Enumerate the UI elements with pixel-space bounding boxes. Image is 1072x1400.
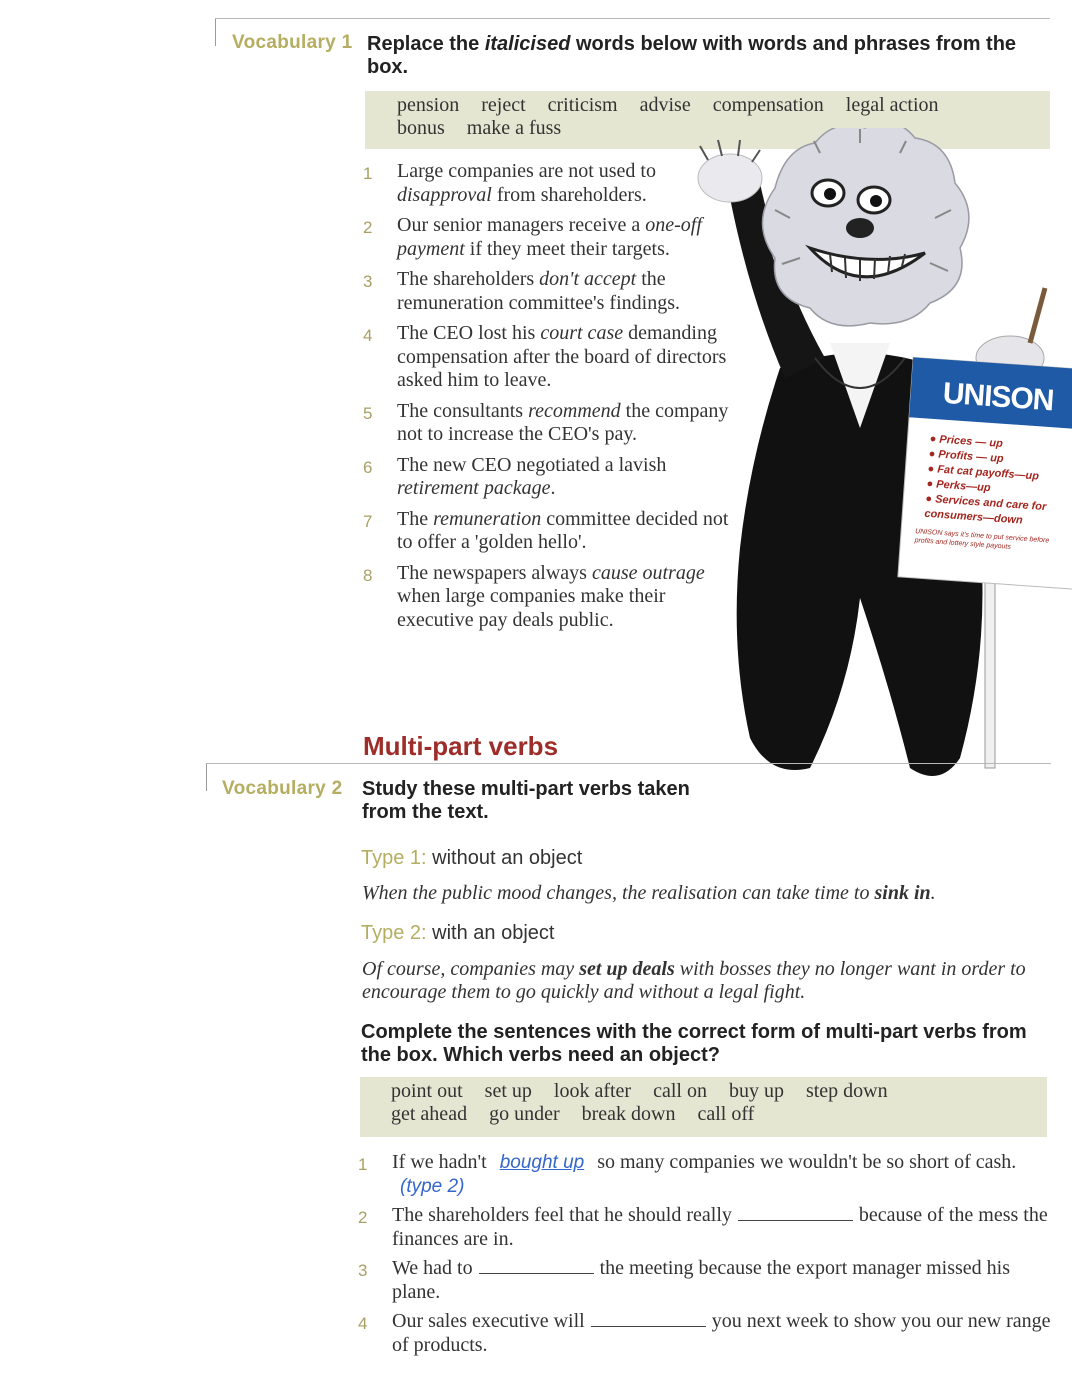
box-word: call on bbox=[653, 1080, 707, 1102]
item-number: 5 bbox=[363, 403, 373, 423]
placard-title: UNISON bbox=[941, 376, 1055, 418]
box-word: look after bbox=[553, 1080, 632, 1102]
item-text-post: you next week to show you our new range of products. bbox=[392, 1310, 1051, 1356]
item-number: 4 bbox=[358, 1314, 368, 1333]
item-italic-phrase: don't accept bbox=[539, 268, 637, 290]
item-text-post: the company not to increase the CEO's pay. bbox=[397, 399, 729, 445]
item-text bbox=[397, 268, 743, 315]
item-text-pre: We had to bbox=[392, 1257, 473, 1279]
exercise-item bbox=[363, 400, 743, 447]
vocabulary-2-instruction: Study these multi-part verbs taken from the text. bbox=[362, 778, 690, 823]
item-text-pre: Our senior managers receive a bbox=[397, 214, 646, 236]
exercise-item bbox=[363, 454, 743, 501]
box-word: get ahead bbox=[391, 1103, 468, 1125]
section-rule-vertical-2 bbox=[206, 763, 207, 791]
vocabulary-1-exercise-list bbox=[363, 160, 743, 639]
item-text bbox=[392, 1310, 1058, 1357]
item-italic-phrase: court case bbox=[540, 322, 624, 344]
exercise-item bbox=[363, 160, 743, 207]
item-number: 7 bbox=[363, 511, 373, 531]
box-word: point out bbox=[391, 1080, 463, 1102]
exercise-item bbox=[363, 214, 743, 261]
item-text-post: committee decided not to offer a 'golden hello'. bbox=[397, 507, 729, 553]
placard-footer: UNISON says it's time to put service before profits and lottery style payouts bbox=[914, 528, 1050, 551]
box-word: reject bbox=[481, 94, 526, 116]
item-number: 1 bbox=[358, 1155, 368, 1174]
vocabulary-2-instruction-2: Complete the sentences with the correct form of multi-part verbs from the box. Which verbs need an object? bbox=[361, 1021, 1027, 1066]
item-text-pre: The bbox=[397, 507, 434, 530]
item-text bbox=[397, 322, 743, 393]
item-text bbox=[397, 508, 743, 555]
item-text bbox=[397, 160, 743, 207]
vocabulary-2-exercise-list bbox=[358, 1151, 1058, 1363]
box-word: set up bbox=[484, 1080, 532, 1102]
item-text-pre: Our sales executive will bbox=[392, 1310, 585, 1332]
exercise-item bbox=[363, 508, 743, 555]
answer-blank[interactable] bbox=[591, 1310, 706, 1327]
item-text bbox=[392, 1151, 1058, 1198]
item-italic-phrase: retirement package bbox=[397, 477, 551, 499]
vocabulary-2-label: Vocabulary 2 bbox=[222, 778, 343, 799]
item-number: 3 bbox=[358, 1261, 368, 1280]
box-word: step down bbox=[805, 1080, 888, 1102]
box-word: go under bbox=[489, 1103, 560, 1125]
item-text-post: the meeting because the export manager missed his plane. bbox=[392, 1257, 1011, 1303]
type-1-heading: Type 1: without an object bbox=[361, 847, 583, 869]
item-number: 2 bbox=[363, 218, 373, 237]
item-text-post: because of the mess the finances are in. bbox=[392, 1204, 1048, 1250]
item-number: 8 bbox=[363, 565, 373, 585]
type-1-example: When the public mood changes, the realisation can take time to sink in. bbox=[362, 882, 936, 904]
item-italic-phrase: recommend bbox=[528, 399, 621, 422]
item-text-post: demanding compensation after the board of directors asked him to leave. bbox=[397, 322, 727, 391]
placard bbox=[889, 362, 1072, 603]
item-text-pre: If we hadn't bbox=[392, 1151, 487, 1173]
vocabulary-1-label: Vocabulary 1 bbox=[232, 32, 353, 53]
box-word: legal action bbox=[845, 94, 939, 116]
answer-blank[interactable] bbox=[738, 1204, 853, 1221]
section-rule-vertical bbox=[215, 18, 216, 46]
item-number: 1 bbox=[363, 164, 373, 183]
answer-note: (type 2) bbox=[400, 1175, 465, 1197]
placard-line: ● Prices — up bbox=[929, 432, 1004, 451]
item-number: 6 bbox=[363, 457, 373, 477]
placard-line: ● Profits — up bbox=[928, 447, 1004, 466]
item-italic-phrase: remuneration bbox=[433, 507, 542, 530]
item-text-post: from shareholders. bbox=[491, 183, 647, 206]
item-text-pre: The shareholders bbox=[397, 268, 540, 290]
box-word: make a fuss bbox=[466, 117, 562, 139]
box-word: call off bbox=[697, 1103, 755, 1125]
item-text-pre: Large companies are not used to bbox=[397, 160, 656, 182]
item-italic-phrase: disapproval bbox=[397, 183, 492, 206]
section-rule-horizontal bbox=[215, 18, 1050, 19]
word-box-2-words bbox=[391, 1080, 1047, 1126]
item-italic-phrase: cause outrage bbox=[591, 561, 705, 584]
item-text-post: when large companies make their executive pay deals public. bbox=[397, 585, 666, 631]
box-word: criticism bbox=[547, 94, 618, 116]
answer-handwritten: bought up bbox=[499, 1152, 585, 1173]
item-text-post: so many companies we wouldn't be so short of cash. bbox=[597, 1151, 1017, 1173]
item-italic-phrase: one-off payment bbox=[397, 214, 702, 260]
item-text-post: . bbox=[550, 477, 556, 499]
item-text bbox=[397, 562, 743, 633]
exercise-item bbox=[363, 322, 743, 393]
item-text bbox=[397, 400, 743, 447]
exercise-item bbox=[363, 268, 743, 315]
placard-lines bbox=[894, 408, 1068, 531]
exercise-item bbox=[358, 1151, 1058, 1198]
item-text-pre: The shareholders feel that he should really bbox=[392, 1204, 732, 1226]
answer-blank[interactable] bbox=[479, 1257, 594, 1274]
placard-line: ● Perks—up bbox=[926, 477, 991, 495]
box-word: buy up bbox=[728, 1080, 784, 1102]
item-text-post: the remuneration committee's findings. bbox=[397, 268, 680, 314]
box-word: advise bbox=[639, 94, 691, 116]
box-word: break down bbox=[581, 1103, 676, 1125]
item-number: 4 bbox=[363, 326, 373, 345]
box-word: compensation bbox=[712, 94, 824, 116]
item-text-pre: The new CEO negotiated a lavish bbox=[397, 453, 667, 476]
vocabulary-1-instruction: Replace the italicised words below with words and phrases from the box. bbox=[367, 33, 1017, 78]
item-text bbox=[397, 454, 743, 501]
item-text bbox=[397, 214, 743, 261]
box-word: pension bbox=[397, 94, 460, 116]
item-text-post: if they meet their targets. bbox=[464, 237, 670, 260]
item-text-pre: The consultants bbox=[397, 399, 529, 422]
item-text-pre: The newspapers always bbox=[397, 561, 592, 584]
item-text bbox=[392, 1257, 1058, 1304]
item-number: 3 bbox=[363, 272, 373, 291]
placard-line: ● Fat cat payoffs—up bbox=[927, 462, 1040, 483]
item-text bbox=[392, 1204, 1058, 1251]
word-box-2 bbox=[360, 1077, 1047, 1137]
placard-line: ● Services and care for consumers—down bbox=[924, 492, 1047, 527]
item-number: 2 bbox=[358, 1208, 368, 1227]
exercise-item bbox=[363, 562, 743, 633]
exercise-item bbox=[358, 1257, 1058, 1304]
type-2-example: Of course, companies may set up deals with bosses they no longer want in order to encourage them to go quickly and without a legal fight. bbox=[362, 958, 1026, 1003]
type-2-heading: Type 2: with an object bbox=[361, 922, 555, 944]
exercise-item bbox=[358, 1310, 1058, 1357]
box-word: bonus bbox=[397, 117, 445, 139]
exercise-item bbox=[358, 1204, 1058, 1251]
section-title: Multi-part verbs bbox=[363, 731, 559, 761]
item-text-pre: The CEO lost his bbox=[397, 322, 541, 344]
section-rule-horizontal-2 bbox=[206, 763, 1051, 764]
